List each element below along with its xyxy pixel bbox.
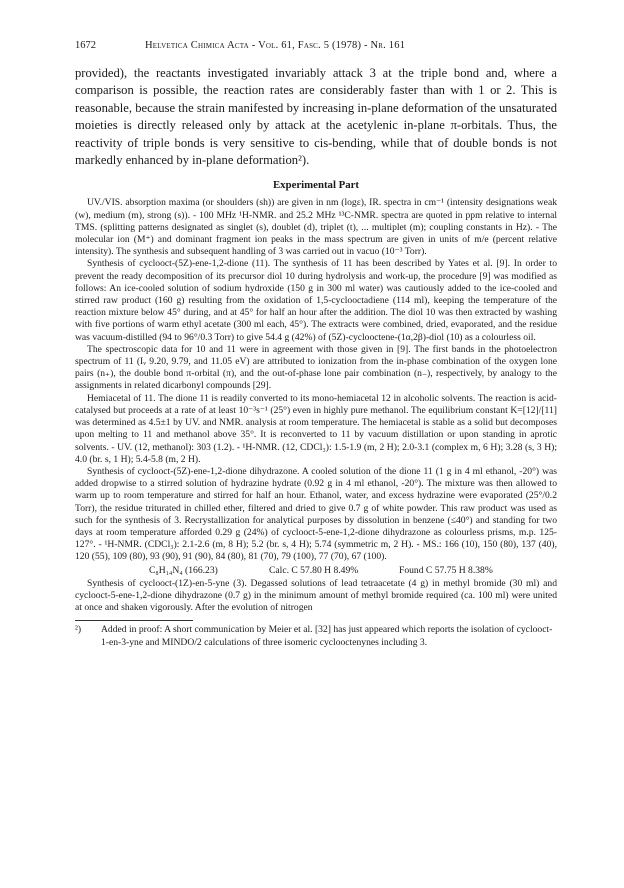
paragraph-cyclooctenyne: Synthesis of cyclooct-(1Z)-en-5-yne (3). Degassed solutions of lead tetraacetate (4 g) in methyl bromide (30 ml) and cyclooct-5-ene-1,2-dione dihydrazone (0.7 g) in the minimum amount of methyl bromide required (ca. 100 ml) were united at once and shaken vigorously. After the evolution of nitrogen: [75, 577, 557, 614]
paragraph-hemiacetal: Hemiacetal of 11. The dione 11 is readily converted to its mono-hemiacetal 12 in alcoholic solvents. The reaction is acid-catalysed but proceeds at a rate of at least 10⁻³s⁻¹ (25°) even in highly pure methanol. The equilibrium constant K=[12]/[11] was determined as 4.5±1 by UV. and NMR. analysis at room temperature. The hemiacetal is stable as a solid but decomposes upon melting to 11 and methanol above 35°. It is reconverted to 11 by vacuum distillation or upon standing in aprotic solvents. - UV. (12, methanol): 303 (1.2). - ¹H-NMR. (12, CDCl₃): 1.5-1.9 (m, 2 H); 2.0-3.1 (complex m, 6 H); 3.28 (s, 3 H); 4.0 (br. s, 1 H); 5.4-5.8 (m, 2 H).: [75, 392, 557, 465]
page-number: 1672: [75, 40, 96, 51]
footnote-text: Added in proof: A short communication by Meier et al. [32] has just appeared which reports the isolation of cyclooct-1-en-3-yne and MINDO/2 calculations of three isomeric cyclooctenynes including 3.: [101, 624, 553, 648]
paragraph-dihydrazone: Synthesis of cyclooct-(5Z)-ene-1,2-dione dihydrazone. A cooled solution of the dione 11 (1 g in 4 ml ethanol, -20°) was added dropwise to a stirred solution of hydrazine hydrate (0.92 g in 4 ml ethanol, -20°). The mixture was then allowed to warm up to room temperature and stirred for half an hour. Ethanol, water, and excess hydrazine were evaporated (25°/0.2 Torr), the residue triturated in chilled ether, filtered and dried to give 0.7 g of white powder. This raw product was used as such for the synthesis of 3. Recrystallization for analytical purposes by dissolution in benzene (≤40°) and standing for two days at room temperature afforded 0.29 g (24%) of cyclooct-5-ene-1,2-dione dihydrazone as colourless prisms, m.p. 125-127°. - ¹H-NMR. (CDCl₃): 2.1-2.6 (m, 8 H); 5.2 (br. s, 4 H); 5.74 (symmetric m, 2 H). - MS.: 166 (10), 150 (80), 137 (40), 120 (55), 109 (80), 93 (90), 91 (90), 84 (80), 81 (70), 79 (100), 77 (70), 67 (100).: [75, 465, 557, 563]
analysis-calc: Calc. C 57.80 H 8.49%: [269, 564, 359, 576]
analysis-formula: C₈H₁₄N₄ (166.23): [149, 564, 218, 576]
elemental-analysis: [75, 565, 557, 577]
journal-page: [75, 40, 557, 649]
section-title: Experimental Part: [272, 179, 360, 192]
paragraph-dione-synthesis: Synthesis of cyclooct-(5Z)-ene-1,2-dione (11). The synthesis of 11 has been described by Yates et al. [9]. In order to prevent the ready decomposition of its precursor diol 10 during hydrolysis and work-up, the procedure [9] was modified as follows: An ice-cooled solution of sodium hydroxide (150 g in 300 ml water) was cautiously added to the ice-cooled and stirred raw product (160 g) resulting from the oxidation of 1,5-cyclooctadiene (114 ml), keeping the temperature of the reaction mixture below 45° during, and at 45° for half an hour after the addition. The diol 10 was then extracted by washing with five portions of warm ethyl acetate (300 ml each, 45°). The extracts were combined, dried, evaporated, and the residue was vacuum-distilled (94 to 96°/0.3 Torr) to give 54.4 g (42%) of (5Z)-cyclooctene-(1α,2β)-diol (10) as a colourless oil.: [75, 258, 557, 343]
analysis-found: Found C 57.75 H 8.38%: [399, 564, 493, 576]
footnote-divider: [75, 620, 193, 621]
footnote-mark: ²): [75, 624, 82, 636]
paragraph-spectroscopy: UV./VIS. absorption maxima (or shoulders (sh)) are given in nm (logε), IR. spectra in cm⁻¹ (intensity designations weak (w), medium (m), strong (s)). - 100 MHz ¹H-NMR. and 25.2 MHz ¹³C-NMR. spectra are quoted in ppm relative to internal TMS. (splitting patterns designated as singlet (s), doublet (d), triplet (t), ... multiplet (m); coupling constants in Hz). - The molecular ion (M⁺) and dominant fragment ion peaks in the mass spectrum are given in units of m/e (percent relative intensity). The synthesis and subsequent handling of 3 was carried out in vacuo (10⁻³ Torr).: [75, 197, 557, 258]
journal-title: Helvetica Chimica Acta - Vol. 61, Fasc. 5 (1978) - Nr. 161: [145, 40, 406, 51]
footnote: [75, 624, 557, 648]
intro-paragraph: provided), the reactants investigated invariably attack 3 at the triple bond and, where a comparison is possible, the reaction rates are considerably faster than with 1 or 2. This is reasonable, because the strain manifested by increasing in-plane deformation of the unsaturated moieties is directly released only by attack at the acetylenic in-plane π-orbitals. Thus, the reactivity of triple bonds is very sensitive to cis-bending, while that of double bonds is not markedly enhanced by in-plane deformation²).: [75, 66, 557, 168]
running-head: [75, 40, 557, 54]
paragraph-pe-spectrum: The spectroscopic data for 10 and 11 were in agreement with those given in [9]. The first bands in the photoelectron spectrum of 11 (Iᵥ 9.20, 9.79, and 11.05 eV) are attributed to ionization from the in-phase combination of the oxygen lone pairs (n₊), the double bond π-orbital (π), and the out-of-phase lone pair combination (n₋), respectively, by analogy to the assignments in related dicarbonyl compounds [29].: [75, 343, 557, 392]
